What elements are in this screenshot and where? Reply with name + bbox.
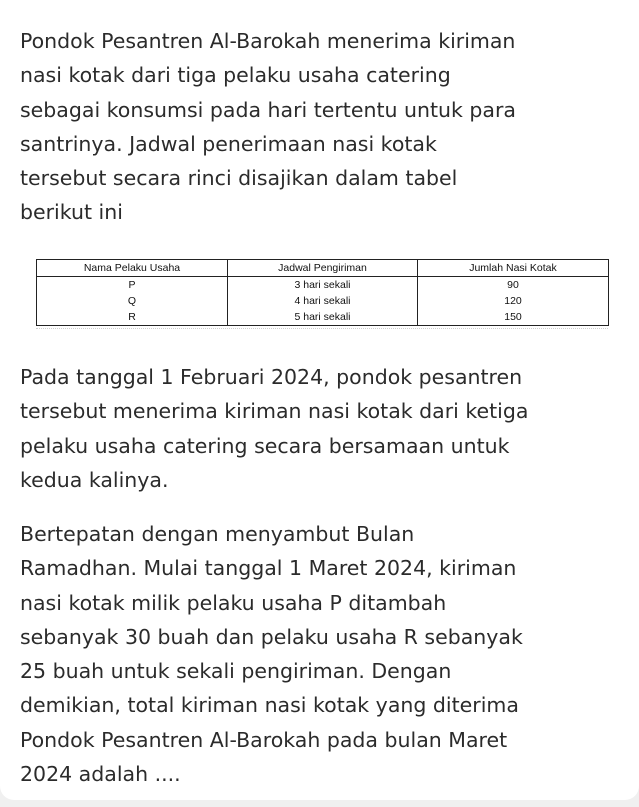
vendor-cell: P xyxy=(37,277,228,294)
text-line: Pada tanggal 1 Februari 2024, pondok pesantren xyxy=(20,365,523,389)
text-line: berikut ini xyxy=(20,200,123,225)
table-divider xyxy=(36,328,608,331)
text-line: sebanyak 30 buah dan pelaku usaha R sebanyak xyxy=(20,624,523,649)
intro-paragraph xyxy=(20,24,628,230)
quantity-cell: 90 xyxy=(418,277,609,294)
schedule-cell: 4 hari sekali xyxy=(228,293,418,309)
header-cell: Jumlah Nasi Kotak xyxy=(418,260,609,277)
text-line: Bertepatan dengan menyambut Bulan xyxy=(20,522,415,546)
quantity-cell: 120 xyxy=(418,293,609,309)
vendor-cell: Q xyxy=(37,293,228,309)
table-row xyxy=(37,309,609,326)
schedule-cell: 5 hari sekali xyxy=(228,309,418,326)
table-row xyxy=(37,277,609,294)
text-line: 2024 adalah .... xyxy=(20,762,181,787)
text-line: tersebut secara rinci disajikan dalam tabel xyxy=(20,166,458,191)
text-line: 25 buah untuk sekali pengiriman. Dengan xyxy=(20,659,452,684)
text-line: Pondok Pesantren Al-Barokah menerima kiriman xyxy=(20,29,516,53)
header-cell: Nama Pelaku Usaha xyxy=(37,260,228,277)
header-cell: Jadwal Pengiriman xyxy=(228,260,418,277)
schedule-table xyxy=(36,259,609,326)
table-row xyxy=(37,293,609,309)
text-line: tersebut menerima kiriman nasi kotak dari ketiga xyxy=(20,399,529,424)
table-header-row xyxy=(37,260,609,277)
text-line: demikian, total kiriman nasi kotak yang diterima xyxy=(20,693,519,718)
quantity-cell: 150 xyxy=(418,309,609,326)
schedule-cell: 3 hari sekali xyxy=(228,277,418,294)
third-paragraph xyxy=(20,517,628,791)
text-line: santrinya. Jadwal penerimaan nasi kotak xyxy=(20,131,437,156)
text-line: kedua kalinya. xyxy=(20,467,169,492)
second-paragraph xyxy=(20,360,628,497)
text-line: pelaku usaha catering secara bersamaan untuk xyxy=(20,433,510,458)
text-line: nasi kotak milik pelaku usaha P ditambah xyxy=(20,590,447,615)
text-line: sebagai konsumsi pada hari tertentu untuk para xyxy=(20,97,516,122)
text-line: nasi kotak dari tiga pelaku usaha catering xyxy=(20,63,451,88)
text-line: Pondok Pesantren Al-Barokah pada bulan Maret xyxy=(20,727,508,752)
text-line: Ramadhan. Mulai tanggal 1 Maret 2024, kiriman xyxy=(20,556,517,581)
schedule-table-wrapper xyxy=(36,259,608,326)
vendor-cell: R xyxy=(37,309,228,326)
